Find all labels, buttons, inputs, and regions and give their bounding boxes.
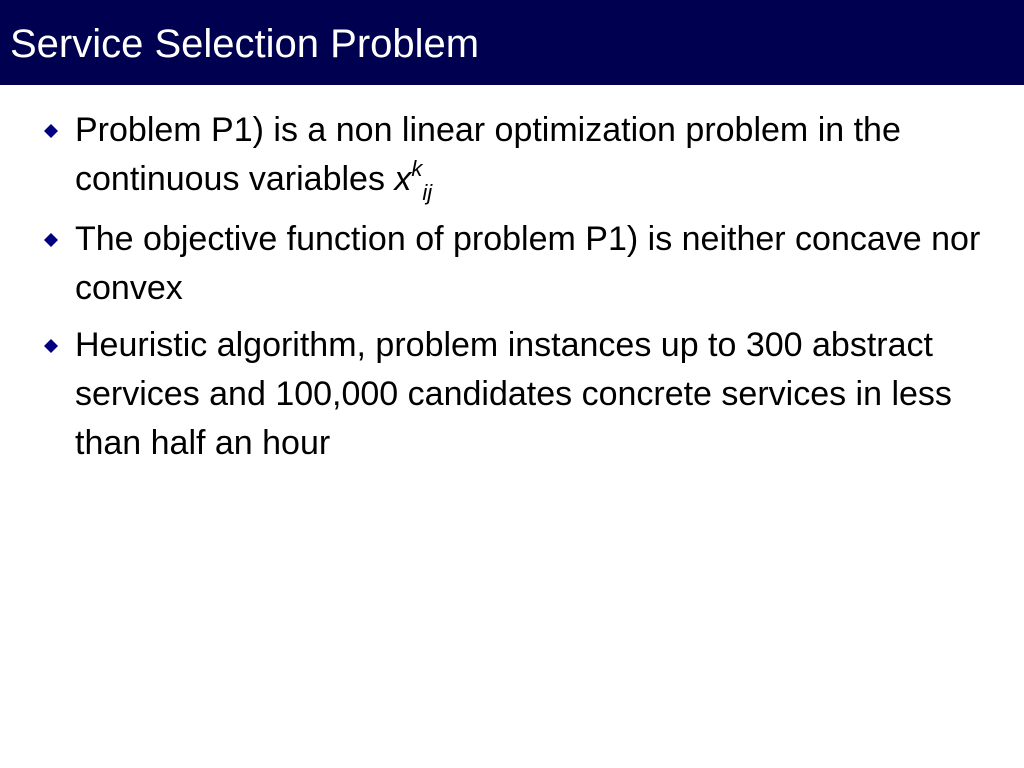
bullet-text: The objective function of problem P1) is neither concave nor convex: [75, 220, 981, 307]
bullet-text: Heuristic algorithm, problem instances up to 300 abstract services and 100,000 candidates concrete services in less than half an hour: [75, 326, 952, 462]
diamond-icon: [44, 124, 58, 138]
bullet-item: [38, 321, 998, 468]
bullet-item: [38, 106, 998, 207]
diamond-icon: [44, 339, 58, 353]
math-subscript: ij: [422, 180, 433, 205]
slide-title: Service Selection Problem: [10, 22, 480, 66]
bullet-list: [38, 106, 998, 476]
math-superscript: k: [411, 156, 423, 181]
diamond-icon: [44, 233, 58, 247]
bullet-text: Problem P1) is a non linear optimization problem in the continuous variables: [75, 111, 901, 198]
bullet-item: [38, 215, 998, 313]
math-variable: [394, 156, 433, 205]
title-bar: [0, 0, 1024, 85]
math-base: x: [394, 160, 412, 198]
